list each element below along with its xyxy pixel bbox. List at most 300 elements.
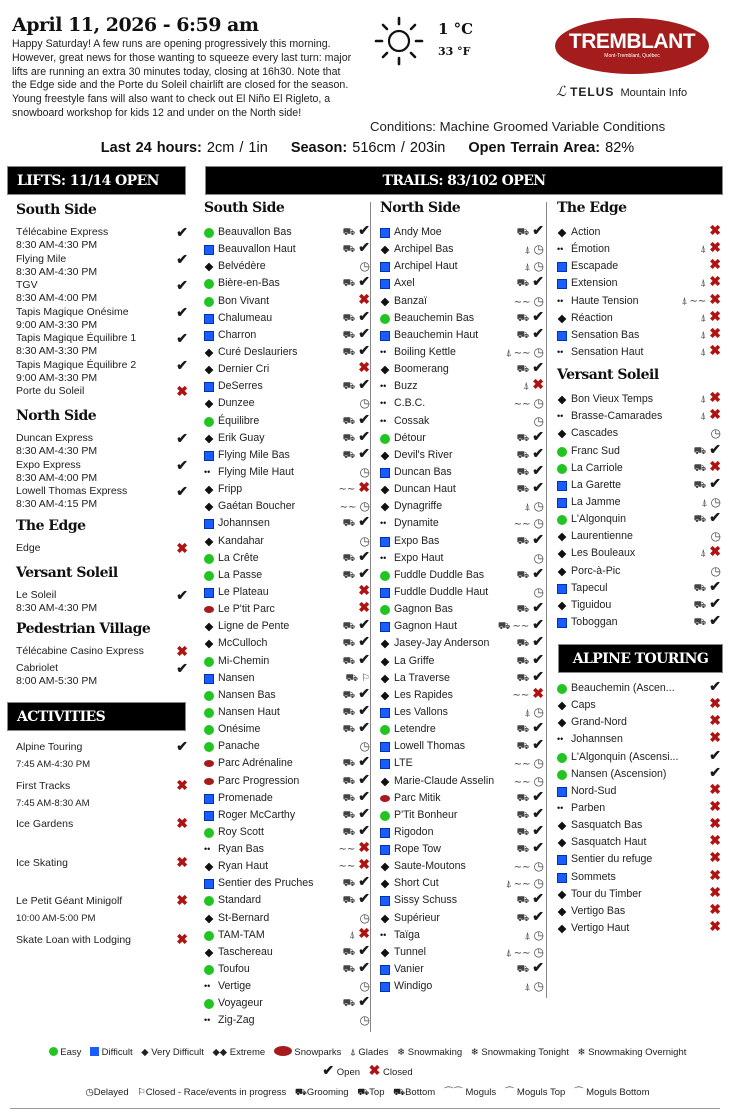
trail-status [515,650,544,670]
close-icon: ✖ [709,917,721,934]
diamond-icon [558,550,567,559]
close-icon: ✖ [358,599,370,616]
trail-name: Parben [571,801,606,814]
lift-status [176,332,188,347]
check-icon: ✔ [358,753,370,770]
trail-item [204,547,372,567]
lift-name: Tapis Magique Équilibre 1 [16,332,137,344]
check-icon: ✔ [358,804,370,821]
trail-item [204,787,372,807]
close-icon: ✖ [176,776,188,793]
groomer-icon: ⛟ [516,604,530,616]
lift-section-title: Versant Soleil [16,564,118,581]
trail-status [341,410,370,430]
check-icon: ✔ [176,356,188,373]
activity-hours: 10:00 AM-5:00 PM [16,913,96,924]
lift-item [16,662,188,688]
check-icon: ✔ [358,873,370,890]
easy-icon [204,691,214,701]
trail-name: TAM-TAM [218,928,265,941]
double-diamond-icon: •• [557,295,564,306]
groomer-icon: ⛟ [342,758,356,770]
glades-icon: ⍋ [700,548,707,560]
lift-hours: 8:30 AM-4:15 PM [16,498,98,510]
lift-section-title: North Side [16,408,97,424]
close-icon: ✖ [176,539,188,556]
moguls-top-icon: ⌒ [504,1087,515,1098]
trail-name: Supérieur [394,911,440,924]
trail-name: Nord-Sud [571,784,617,797]
trail-name: Windigo [394,980,433,993]
trail-item [380,841,546,858]
trail-status [512,395,544,413]
groomer-icon: ⛟ [342,792,356,804]
check-icon: ✔ [358,273,370,290]
trail-name: Toufou [218,963,250,976]
check-icon: ✔ [358,307,370,324]
trail-item [557,917,723,937]
trail-item [204,601,372,618]
terrain-value: 82% [605,140,635,156]
trail-name: Promenade [218,791,273,804]
check-icon: ✔ [532,616,544,633]
check-icon: ✔ [709,440,721,457]
lift-item [16,356,188,385]
trail-name: Buzz [394,380,418,393]
activity-hours: 7:45 AM-4:30 PM [16,759,91,770]
diamond-icon [558,702,567,711]
legend [0,1046,735,1099]
groomer-icon: ⛟ [516,449,530,461]
trail-status [515,892,544,909]
check-icon: ✔ [358,376,370,393]
difficult-icon [557,481,567,491]
double-diamond-icon: •• [380,552,387,563]
lift-hours: 8:30 AM-4:30 PM [16,445,98,457]
close-icon: ✖ [358,839,370,856]
trail-item [557,563,723,580]
trail-status [337,481,371,498]
diamond-icon: ◆ [141,1047,149,1058]
trail-item [204,650,372,670]
difficult-icon [557,584,567,594]
diamond-icon [381,880,390,889]
clock-icon: ◷ [359,1013,370,1028]
difficult-icon [204,245,214,255]
trail-name: Vertigo Bas [571,904,626,917]
last24-cm: 2cm [206,140,235,156]
trail-name: Sensation Haut [571,345,644,358]
glades-icon: ⍋ [524,262,531,274]
trail-name: Le P'tit Parc [218,603,275,616]
diamond-icon [381,366,390,375]
trail-item [557,883,723,903]
difficult-icon [557,279,567,289]
groomer-icon: ⛟ [516,672,530,684]
trail-name: Tour du Timber [571,887,642,900]
easy-icon [380,434,390,444]
groomer-icon: ⛟ [342,638,356,650]
check-icon: ✔ [358,616,370,633]
diamond-icon [381,863,390,872]
close-icon: ✖ [709,290,721,307]
moguls-icon: ∼∼ [689,295,707,307]
trails-header: TRAILS: 83/102 OPEN [205,166,723,195]
alpine-touring-list [557,680,723,937]
diamond-icon [558,229,567,238]
easy-icon [204,297,214,307]
groomer-icon: ⛟ [342,809,356,821]
glades-icon: ⍋ [505,879,512,891]
difficult-icon [204,519,214,529]
trail-name: Équilibre [218,414,260,427]
difficult-icon [557,787,567,797]
trail-item [380,667,546,687]
trail-status [512,858,544,876]
trail-item [557,817,723,834]
trail-item [557,611,723,631]
groomer-icon: ⛟ [342,432,356,444]
trail-item [557,866,723,886]
trail-name: Fripp [218,483,243,496]
trail-name: Expo Bas [394,534,440,547]
groomer-icon: ⛟ [342,312,356,324]
trail-status [511,684,545,704]
flag-icon: ⚐ [361,672,370,684]
diamond-icon [558,839,567,848]
trail-item [380,444,546,464]
trail-name: Fuddle Duddle Haut [394,585,489,598]
trail-status [341,515,370,532]
lift-item [16,303,188,332]
difficult-icon [380,982,390,992]
clock-icon: ◷ [533,927,544,942]
trail-item [380,530,546,550]
trail-item [380,498,546,515]
clock-icon: ◷ [359,259,370,274]
clock-icon: ◷ [533,242,544,257]
groomer-icon: ⛟ [342,381,356,393]
lift-name: Lowell Thomas Express [16,485,128,497]
trail-name: Voyageur [218,997,263,1010]
check-icon: ✔ [358,513,370,530]
trail-name: Escapade [571,260,619,273]
logo-subtext: Mont-Tremblant, Québec [604,53,660,59]
check-icon: ✔ [532,479,544,496]
diamond-icon [205,640,214,649]
trail-name: Standard [218,894,261,907]
diamond-icon [205,537,214,546]
trail-item [380,413,546,430]
trail-item [380,241,546,258]
trail-name: Kandahar [218,534,264,547]
lifts-header: LIFTS: 11/14 OPEN [7,166,186,195]
trail-item [380,224,546,241]
trail-name: Nansen (Ascension) [571,767,667,780]
difficult-icon [380,588,390,598]
difficult-icon [380,622,390,632]
groomer-icon: ⛟ [516,329,530,341]
trail-name: Beauvallon Bas [218,226,292,238]
lift-hours: 8:00 AM-5:30 PM [16,675,98,687]
lift-status [176,432,188,447]
clock-icon: ◷ [533,259,544,274]
check-icon: ✔ [358,941,370,958]
double-diamond-icon: •• [380,518,387,529]
activity-item [16,817,188,831]
easy-icon [204,571,214,581]
check-icon: ✔ [358,427,370,444]
close-icon: ✖ [176,815,188,831]
difficult-icon [204,382,214,392]
trail-name: Action [571,226,601,238]
diamond-icon [205,400,214,409]
trail-item [204,892,372,909]
moguls-icon: ∼∼ [513,862,531,874]
telus-mountain-info [556,83,687,100]
trail-item [204,481,372,498]
terrain-label: Open Terrain Area: [468,140,601,156]
close-icon: ✖ [709,815,721,832]
tremblant-logo [555,18,709,74]
trail-status [706,746,721,766]
clock-icon: ◷ [533,756,544,771]
easy-icon [380,571,390,581]
lift-status [176,250,188,268]
easy-icon [204,742,214,752]
diamond-icon [381,640,390,649]
trail-name: Rigodon [394,825,434,838]
trail-item [380,787,546,807]
trail-name: Short Cut [394,877,439,890]
trail-name: Devil's River [394,448,453,461]
difficult-icon [90,1047,99,1056]
check-icon: ✔ [358,547,370,564]
easy-icon [557,770,567,780]
glades-icon: ⍋ [700,394,707,406]
trail-item [204,307,372,327]
clock-icon: ◷ [533,876,544,891]
double-diamond-icon: •• [380,415,387,426]
trail-name: Réaction [571,311,613,324]
check-icon: ✔ [176,586,188,603]
moguls-icon: ∼∼ [513,519,531,531]
lift-name: Cabriolet [16,662,59,674]
easy-icon [204,417,214,427]
groomer-icon: ⛟ [342,346,356,358]
check-icon: ✔ [176,483,188,499]
check-icon: ✔ [532,324,544,341]
activity-item [16,853,188,870]
diamond-icon [558,890,567,899]
lift-item [16,250,188,279]
easy-icon [557,753,567,763]
close-icon: ✖ [358,581,370,598]
clock-icon: ◷ [533,550,544,565]
trail-item [557,425,723,442]
clock-icon: ◷ [85,1087,94,1098]
trail-item [204,670,372,687]
moguls-icon: ∼∼ [512,621,530,633]
moguls-icon: ∼∼ [513,879,531,891]
close-icon: ✖ [709,324,721,341]
activity-hours: 7:45 AM-8:30 AM [16,797,90,809]
groomer-icon: ⛟ [516,312,530,324]
trail-item [204,961,372,978]
check-icon: ✔ [176,330,188,346]
trail-status [341,995,370,1012]
close-icon: ✖ [176,853,188,870]
trail-name: Mi-Chemin [218,654,270,667]
moguls-icon: ∼∼ [338,861,356,873]
difficult-icon [557,618,567,628]
trail-item [380,704,546,721]
activity-name: Le Petit Géant Minigolf [16,895,123,907]
trail-item [380,944,546,961]
trail-status [515,907,544,927]
diamond-icon [381,503,390,512]
close-icon: ✖ [368,1062,381,1078]
moguls-bottom-icon: ⌒ [573,1087,584,1098]
trail-name: Haute Tension [571,294,639,307]
trail-item [380,875,546,892]
lift-name: TGV [16,279,38,291]
trail-name: Extension [571,277,618,290]
telus-brand: TELUS [570,85,615,99]
trail-item [204,618,372,635]
groomer-icon: ⛟ [342,244,356,256]
difficult-icon [557,873,567,883]
trail-name: Taschereau [218,945,273,958]
trail-item [557,577,723,597]
easy-icon [204,931,214,941]
activity-name: Alpine Touring [16,741,83,753]
trail-name: Gagnon Haut [394,620,458,633]
easy-icon [204,657,214,667]
groomer-icon: ⛟ [342,946,356,958]
conditions: Conditions: Machine Groomed Variable Conditions [370,119,666,134]
diamond-icon [558,925,567,934]
trail-status [692,511,721,528]
diamond-icon [205,486,214,495]
trail-item [204,941,372,961]
lift-section-title: Pedestrian Village [16,621,151,637]
trail-item [204,910,372,927]
difficult-icon [380,468,390,478]
trail-name: Onésime [218,723,261,736]
trail-name: Dynamite [394,517,439,530]
lift-name: Expo Express [16,458,81,471]
double-diamond-icon: •• [380,929,387,940]
glades-icon: ⍋ [700,346,707,358]
trail-name: Sentier du refuge [571,853,653,866]
lift-hours: 8:30 AM-4:00 PM [16,471,98,484]
close-icon: ✖ [176,383,188,399]
glades-icon: ⍋ [505,947,512,959]
check-icon: ✔ [358,821,370,838]
trail-name: LTE [394,757,413,770]
trail-item [204,341,372,361]
clock-icon: ◷ [533,704,544,719]
trail-section-title: Versant Soleil [557,367,659,384]
difficult-icon [204,451,214,461]
trail-name: Roger McCarthy [218,808,296,821]
groomer-icon: ⛟ [342,724,356,736]
trail-item [557,440,723,460]
check-icon: ✔ [532,650,544,667]
close-icon: ✖ [709,406,721,423]
close-icon: ✖ [709,457,721,474]
trail-item [380,258,546,275]
check-icon: ✔ [709,611,721,628]
trail-name: Duncan Haut [394,483,456,496]
trail-name: McCulloch [218,637,268,650]
groomer-top-icon: ⛟ [357,1087,370,1098]
groomer-icon: ⛟ [342,775,356,787]
check-icon: ✔ [176,224,188,240]
trail-item [380,618,546,635]
trail-name: Sensation Bas [571,328,640,341]
trail-item [557,307,723,327]
trail-item [204,738,372,755]
groomer-icon: ⛟ [342,552,356,564]
lift-hours: 8:30 AM-3:30 PM [16,345,98,357]
trail-name: Sasquatch Haut [571,836,647,849]
lift-item [16,432,188,458]
trail-item [557,714,723,731]
trail-status [357,1012,370,1030]
trail-item [557,697,723,714]
trail-name: Taïga [394,928,420,941]
trail-item [204,258,372,275]
trail-item [557,834,723,851]
diamond-icon [381,657,390,666]
lift-status [176,303,188,321]
close-icon: ✖ [358,290,370,307]
groomer-icon: ⛟ [342,964,356,976]
check-icon: ✔ [532,633,544,650]
activity-name: First Tracks [16,779,71,792]
difficult-icon [380,262,390,272]
groomer-icon: ⛟ [342,655,356,667]
check-icon: ✔ [532,530,544,547]
trail-status [515,635,544,652]
double-diamond-icon: •• [557,244,564,255]
groomer-icon: ⛟ [342,518,356,530]
trail-item [557,275,723,292]
groomer-icon: ⛟ [693,462,707,474]
check-icon: ✔ [532,359,544,376]
easy-icon [204,896,214,906]
glades-icon: ⍋ [700,278,707,290]
trail-name: Vertige [218,980,251,993]
diamond-icon [558,430,567,439]
difficult-icon [380,896,390,906]
close-icon: ✖ [358,924,370,941]
trail-name: Expo Haut [394,551,444,564]
close-icon: ✖ [709,307,721,324]
trail-name: Sasquatch Bas [571,819,643,832]
trail-name: Beauchemin Bas [394,311,475,324]
trail-name: Cossak [394,414,430,427]
trail-section-title: The Edge [557,200,627,216]
activity-name: Ice Skating [16,856,68,869]
diamond-icon [381,949,390,958]
groomer-icon: ⛟ [342,415,356,427]
trail-item [380,721,546,738]
moguls-icon: ∼∼ [513,296,531,308]
legend-moguls-bottom: ⌒ Moguls Bottom [573,1087,650,1098]
